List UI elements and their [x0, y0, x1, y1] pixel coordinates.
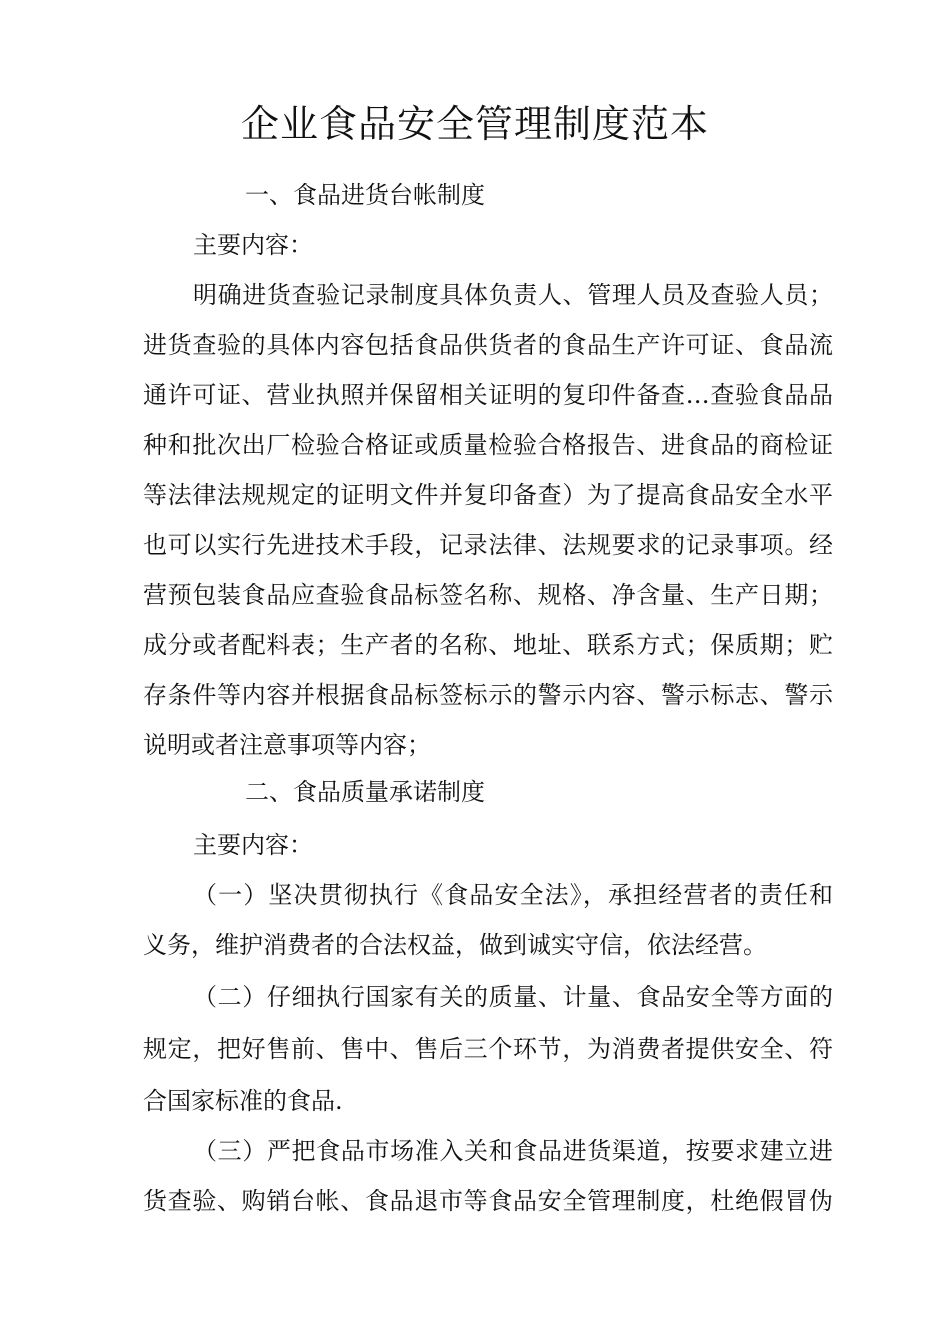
paragraph-line: （三）严把食品市场准入关和食品进货渠道，按要求建立进 — [193, 1137, 833, 1165]
section-heading-1: 一、食品进货台帐制度 — [245, 181, 485, 209]
section-label-2: 主要内容： — [193, 831, 313, 859]
paragraph-line: 通许可证、营业执照并保留相关证明的复印件备查…查验食品品 — [143, 381, 833, 409]
paragraph-line: 营预包装食品应查验食品标签名称、规格、净含量、生产日期； — [143, 581, 833, 609]
paragraph-line: （二）仔细执行国家有关的质量、计量、食品安全等方面的 — [193, 983, 833, 1011]
section-label-1: 主要内容： — [193, 231, 313, 259]
paragraph-line: 种和批次出厂检验合格证或质量检验合格报告、进食品的商检证 — [143, 431, 833, 459]
paragraph-line: 说明或者注意事项等内容； — [143, 731, 431, 759]
paragraph-line: 成分或者配料表；生产者的名称、地址、联系方式；保质期；贮 — [143, 631, 833, 659]
paragraph-line: （一）坚决贯彻执行《食品安全法》，承担经营者的责任和 — [193, 881, 833, 909]
paragraph-line: 进货查验的具体内容包括食品供货者的食品生产许可证、食品流 — [143, 331, 833, 359]
section-heading-2: 二、食品质量承诺制度 — [245, 778, 485, 806]
paragraph-line: 合国家标准的食品. — [143, 1087, 343, 1115]
paragraph-line: 规定，把好售前、售中、售后三个环节，为消费者提供安全、符 — [143, 1035, 833, 1063]
document-title: 企业食品安全管理制度范本 — [240, 102, 709, 146]
paragraph-line: 也可以实行先进技术手段，记录法律、法规要求的记录事项。经 — [143, 531, 833, 559]
paragraph-line: 明确进货查验记录制度具体负责人、管理人员及查验人员； — [193, 281, 833, 309]
paragraph-line: 等法律法规规定的证明文件并复印备查）为了提高食品安全水平 — [143, 481, 833, 509]
paragraph-line: 存条件等内容并根据食品标签标示的警示内容、警示标志、警示 — [143, 681, 833, 709]
paragraph-line: 货查验、购销台帐、食品退市等食品安全管理制度，杜绝假冒伪 — [143, 1187, 833, 1215]
paragraph-line: 义务，维护消费者的合法权益，做到诚实守信，依法经营。 — [143, 931, 767, 959]
